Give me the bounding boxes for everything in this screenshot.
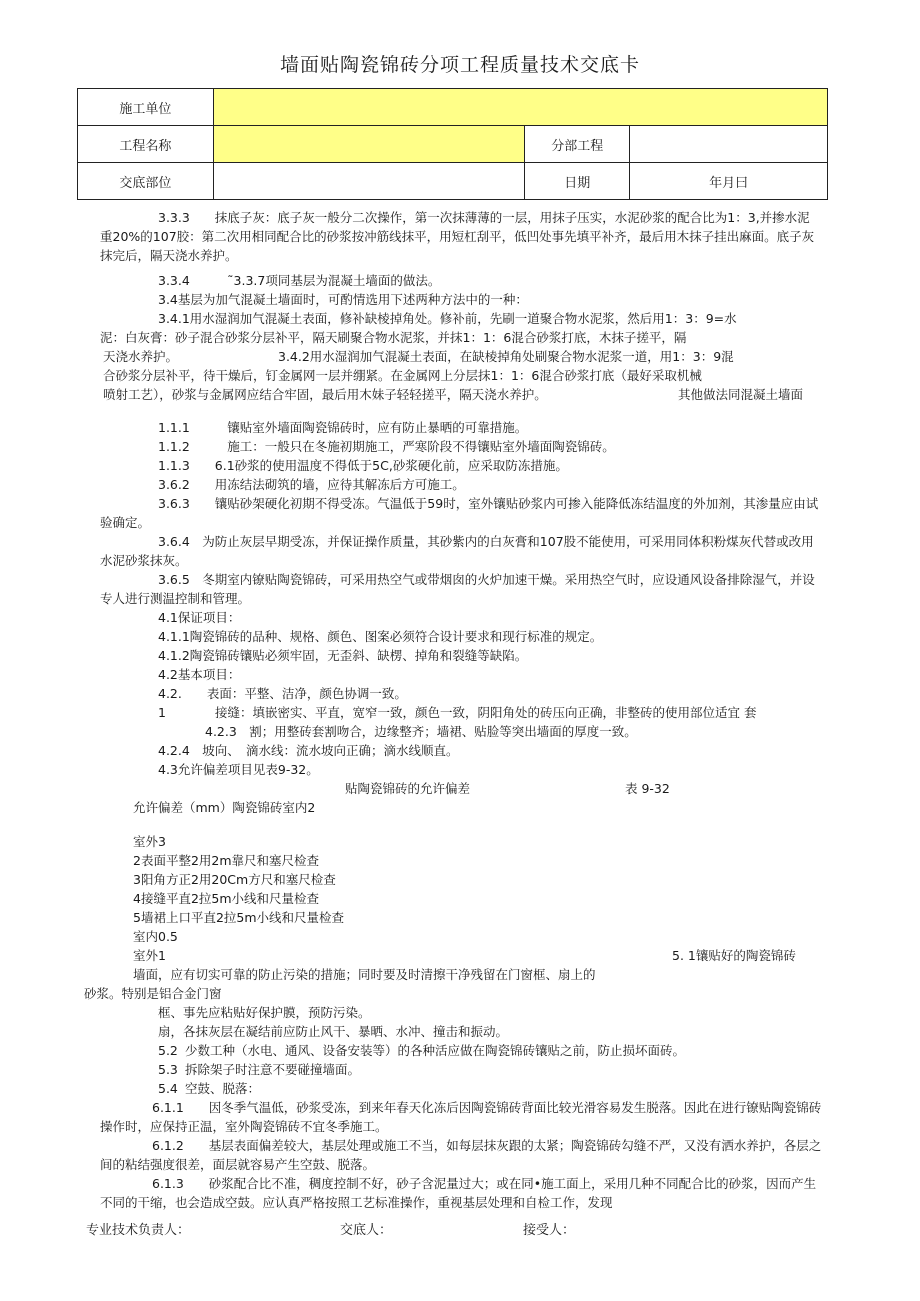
paragraph-6-1-2: 6.1.2 基层表面偏差较大，基层处理或施工不当，如每层抹灰跟的太紧；陶瓷锦砖勾缝不严，又没有洒水养护，各层之间的粘结强度很差，面层就容易产生空鼓、脱落。 (100, 1138, 822, 1172)
date-value: 年月曰 (630, 163, 828, 200)
paragraph-4-3: 4.3允许偏差项目见表9-32。 (158, 762, 319, 777)
page-title: 墙面贴陶瓷锦砖分项工程质量技术交底卡 (279, 54, 640, 76)
paragraph-5-4: 拆除架子时注意不要碰撞墙面。 (185, 1062, 361, 1077)
unit-value (213, 89, 827, 126)
table-caption: 贴陶瓷锦砖的允许偏差 (345, 781, 471, 796)
paragraph-4-2-2-num: 1 (158, 705, 166, 720)
paragraph-3-4: 3.4基层为加气混凝土墙面时，可酌情选用下述两种方法中的一种： (158, 292, 528, 307)
table-row (78, 126, 828, 163)
division-label: 分部工程 (525, 126, 630, 163)
table-row-2: 2表面平整2用2m靠尺和塞尺检查 (133, 853, 320, 868)
table-row (78, 163, 828, 200)
paragraph-4-2: 4.2基本项目： (158, 667, 241, 682)
paragraph-3-6-4: 3.6.4 为防止灰层早期受冻，并保证操作质量，其砂紫内的白灰膏和107股不能使用，可采用同体积粉煤灰代替或改用水泥砂浆抹灰。 (100, 534, 814, 568)
paragraph-5-1-line3: 砂浆。特别是铝合金门窗 (84, 986, 222, 1001)
table-row-5: 5墙裙上口平直2拉5m小线和尺量检查 (133, 910, 345, 925)
paragraph-6-1-1: 6.1.1 因冬季气温低，砂浆受冻，到来年春天化冻后因陶瓷锦砖背面比较光滑容易发生脱落。因此在进行镣贴陶瓷锦砖操作时，应保持正温，室外陶瓷锦砖不宜冬季施工。 (100, 1100, 822, 1134)
paragraph-3-4-1: 3.4.1用水湿润加气混凝土表面，修补缺棱掉角处。修补前，先刷一道聚合物水泥浆，然后用1：3：9=水 (158, 311, 737, 326)
table-row-outdoor-1: 室外1 (133, 948, 166, 963)
paragraph-4-1-2: 4.1.2陶瓷锦砖镶贴必须牢固，无歪斜、缺楞、掉角和裂缝等缺陷。 (158, 648, 528, 663)
paragraph-5-1-line4: 框、事先应粘贴好保护膜，预防污染。 (158, 1005, 371, 1020)
paragraph-6-1-3: 6.1.3 砂浆配合比不准，稠度控制不好，砂子含泥量过大；或在同•施工面上，采用几种不同配合比的砂浆，因而产生不同的干缩，也会造成空鼓。应认真严格按照工艺标准操作，重视基层处理和自检工作，发现 (100, 1176, 817, 1210)
paragraph-3-6-5: 3.6.5 冬期室内镣贴陶瓷锦砖，可采用热空气或带烟囱的火炉加速干燥。采用热空气时，应设通风设备排除湿气，并设专人进行测温控制和管理。 (100, 572, 815, 606)
paragraph-3-3-3: 3.3.3 抹底子灰：底子灰一般分二次操作，第一次抹薄薄的一层，用抹子压实，水泥砂浆的配合比为1：3,并掺水泥重20%的107胶：第二次用相同配合比的砂浆按冲筋线抹平，用短杠刮平，低凹处事先填平补齐，最后用木抹子挂出麻面。底子灰抹完后，隔天浇水养护。 (100, 210, 815, 263)
paragraph-5-5: 空鼓、脱落： (185, 1081, 261, 1096)
tech-lead-label: 专业技术负责人： (86, 1223, 191, 1238)
paragraph-3-4-2-tail: 其他做法同混凝土墙面 (678, 387, 804, 402)
paragraph-3-6-3: 3.6.3 镶贴砂架硬化初期不得受冻。气温低于59时，室外镶贴砂浆内可掺入能降低冻结温度的外加剂，其渗量应由试验确定。 (100, 496, 819, 530)
project-value (213, 126, 525, 163)
paragraph-1-1-3: 1.1.3 6.1砂浆的使用温度不得低于5C,砂浆硬化前，应采取防冻措施。 (158, 458, 568, 473)
paragraph-4-1: 4.1保证项目： (158, 610, 241, 625)
paragraph-5-3: 少数工种（水电、通风、设备安装等）的各种活应做在陶瓷锦砖镶贴之前，防止损坏面砖。 (185, 1043, 686, 1058)
paragraph-4-2-4: 4.2.4 坡向、 滴水线：流水坡向正确；滴水线顺直。 (158, 743, 459, 758)
division-value (630, 126, 828, 163)
paragraph-1-1-2: 1.1.2 施工：一般只在冬施初期施工，严寒阶段不得镶贴室外墙面陶瓷锦砖。 (158, 439, 615, 454)
receiver-label: 接受人： (523, 1223, 576, 1238)
table-row-3: 3阳角方正2用20Cm方尺和塞尺检查 (133, 872, 336, 887)
part-value (213, 163, 525, 200)
paragraph-1-1-1: 1.1.1 镶贴室外墙面陶瓷锦砖时，应有防止暴晒的可靠措施。 (158, 420, 528, 435)
paragraph-4-1-1: 4.1.1陶瓷锦砖的品种、规格、颜色、图案必须符合设计要求和现行标准的规定。 (158, 629, 603, 644)
paragraph-5-1: 5. 1镶贴好的陶瓷锦砖 (672, 948, 796, 963)
paragraph-4-2-1: 4.2. 表面：平整、洁净，颜色协调一致。 (158, 686, 407, 701)
paragraph-5-4-num: 5.4 (158, 1081, 178, 1096)
paragraph-4-2-2: 接缝：填嵌密实、平直，宽窄一致，颜色一致，阴阳角处的砖压向正确，非整砖的使用部位适宜 套 (215, 705, 757, 720)
table-row-indoor: 室内0.5 (133, 929, 178, 944)
project-label: 工程名称 (78, 126, 214, 163)
paragraph-3-4-2-line3: 喷射工艺），砂浆与金属网应结合牢固，最后用木妹子轻轻搓平，隔天浇水养护。 (103, 387, 547, 402)
paragraph-3-4-2: 3.4.2用水湿润加气混凝土表面，在缺棱掉角处刷聚合物水泥浆一道，用1：3：9混 (278, 349, 734, 364)
paragraph-5-3-num: 5.3 (158, 1062, 178, 1077)
unit-label: 施工单位 (78, 89, 214, 126)
part-label: 交底部位 (78, 163, 214, 200)
table-row-4: 4接缝平直2拉5m小线和尺量检查 (133, 891, 320, 906)
table-header: 允许偏差（mm）陶瓷锦砖室内2 (133, 800, 316, 815)
header-table (77, 88, 828, 200)
date-label: 日期 (525, 163, 630, 200)
paragraph-3-4-1-line3: 天浇水养护。 (103, 349, 179, 364)
briefer-label: 交底人： (340, 1223, 393, 1238)
paragraph-3-4-1-line2: 泥：白灰膏：砂子混合砂浆分层补平，隔天刷聚合物水泥浆，并抹1：1：6混合砂浆打底，木抹子搓平，隔 (100, 330, 687, 345)
table-number: 表 9-32 (625, 781, 670, 796)
paragraph-3-6-2: 3.6.2 用冻结法砌筑的墙，应待其解冻后方可施工。 (158, 477, 465, 492)
paragraph-3-3-4: 3.3.4 ˜3.3.7项同基层为混凝土墙面的做法。 (158, 273, 441, 288)
table-row-outdoor-3: 室外3 (133, 834, 166, 849)
paragraph-4-2-3: 4.2.3 割；用整砖套割吻合，边缘整齐；墙裙、贴脸等突出墙面的厚度一致。 (205, 724, 637, 739)
table-row (78, 89, 828, 126)
paragraph-5-2: 扇，各抹灰层在凝结前应防止风干、暴晒、水冲、撞击和振动。 (158, 1024, 509, 1039)
paragraph-5-2-num: 5.2 (158, 1043, 178, 1058)
paragraph-5-1-line2: 墙面，应有切实可靠的防止污染的措施；同时要及时清擦干净残留在门窗框、扇上的 (133, 967, 596, 982)
paragraph-3-4-2-line2: 合砂浆分层补平，待干燥后，钉金属网一层并绷紧。在金属网上分层抹1：1：6混合砂浆打底（最好采取机械 (103, 368, 702, 383)
